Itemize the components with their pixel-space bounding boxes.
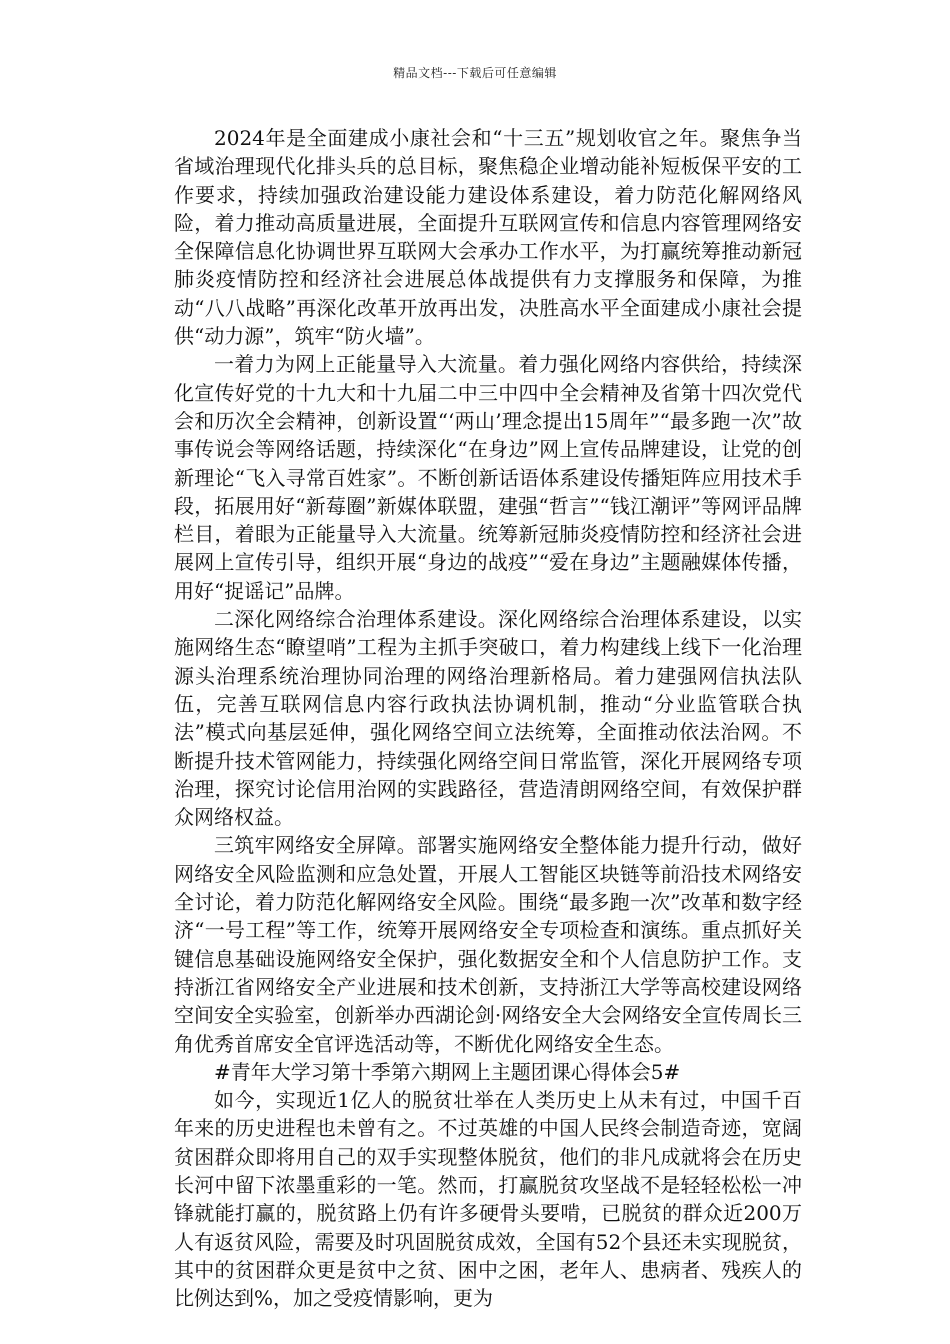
section-heading: #青年大学习第十季第六期网上主题团课心得体会5# [214,1059,681,1084]
paragraph-section-three: 三筑牢网络安全屏障。部署实施网络安全整体能力提升行动，做好网络安全风险监测和应急处置，开展人工智能区块链等前沿技术网络安全讨论，着力防范化解网络安全风险。围绕“最多跑一次”改革和数字经济“一号工程”等工作，统筹开展网络安全专项检查和演练。重点抓好关键信息基础设施网络安全保护，强化数据安全和个人信息防护工作。支持浙江省网络安全产业进展和技术创新，支持浙江大学等高校建设网络空间安全实验室，创新举办西湖论剑·网络安全大会网络安全宣传周长三角优秀首席安全官评选活动等，不断优化网络安全生态。 [174,833,802,1056]
document-body [174,124,802,1312]
paragraph-intro: 2024年是全面建成小康社会和“十三五”规划收官之年。聚焦争当省域治理现代化排头兵的总目标，聚焦稳企业增动能补短板保平安的工作要求，持续加强政治建设能力建设体系建设，着力防范化解网络风险，着力推动高质量进展，全面提升互联网宣传和信息内容管理网络安全保障信息化协调世界互联网大会承办工作水平，为打赢统筹推动新冠肺炎疫情防控和经济社会进展总体战提供有力支撑服务和保障，为推动“八八战略”再深化改革开放再出发，决胜高水平全面建成小康社会提供“动力源”，筑牢“防火墙”。 [174,126,802,349]
paragraph-section-one: 一着力为网上正能量导入大流量。着力强化网络内容供给，持续深化宣传好党的十九大和十九届二中三中四中全会精神及省第十四次党代会和历次全会精神，创新设置“‘两山’理念提出15周年”“最多跑一次”故事传说会等网络话题，持续深化“在身边”网上宣传品牌建设，让党的创新理论“飞入寻常百姓家”。不断创新话语体系建设传播矩阵应用技术手段，拓展用好“新莓圈”新媒体联盟，建强“哲言”“钱江潮评”等网评品牌栏目，着眼为正能量导入大流量。统筹新冠肺炎疫情防控和经济社会进展网上宣传引导，组织开展“身边的战疫”“爱在身边”主题融媒体传播，用好“捉谣记”品牌。 [174,352,802,603]
page-header: 精品文档---下载后可任意编辑 [393,66,557,80]
paragraph-section-two: 二深化网络综合治理体系建设。深化网络综合治理体系建设，以实施网络生态“瞭望哨”工程为主抓手突破口，着力构建线上线下一化治理源头治理系统治理协同治理的网络治理新格局。着力建强网信执法队伍，完善互联网信息内容行政执法协调机制，推动“分业监管联合执法”模式向基层延伸，强化网络空间立法统筹，全面推动依法治网。不断提升技术管网能力，持续强化网络空间日常监管，深化开展网络专项治理，探究讨论信用治网的实践路径，营造清朗网络空间，有效保护群众网络权益。 [174,607,802,830]
paragraph-poverty: 如今，实现近1亿人的脱贫壮举在人类历史上从未有过，中国千百年来的历史进程也未曾有之。不过英雄的中国人民终会制造奇迹，宽阔贫困群众即将用自己的双手实现整体脱贫，他们的非凡成就将会在历史长河中留下浓墨重彩的一笔。然而，打赢脱贫攻坚战不是轻轻松松一冲锋就能打赢的，脱贫路上仍有许多硬骨头要啃，已脱贫的群众近200万人有返贫风险，需要及时巩固脱贫成效，全国有52个县还未实现脱贫，其中的贫困群众更是贫中之贫、困中之困，老年人、患病者、残疾人的比例达到%，加之受疫情影响，更为 [174,1088,802,1311]
